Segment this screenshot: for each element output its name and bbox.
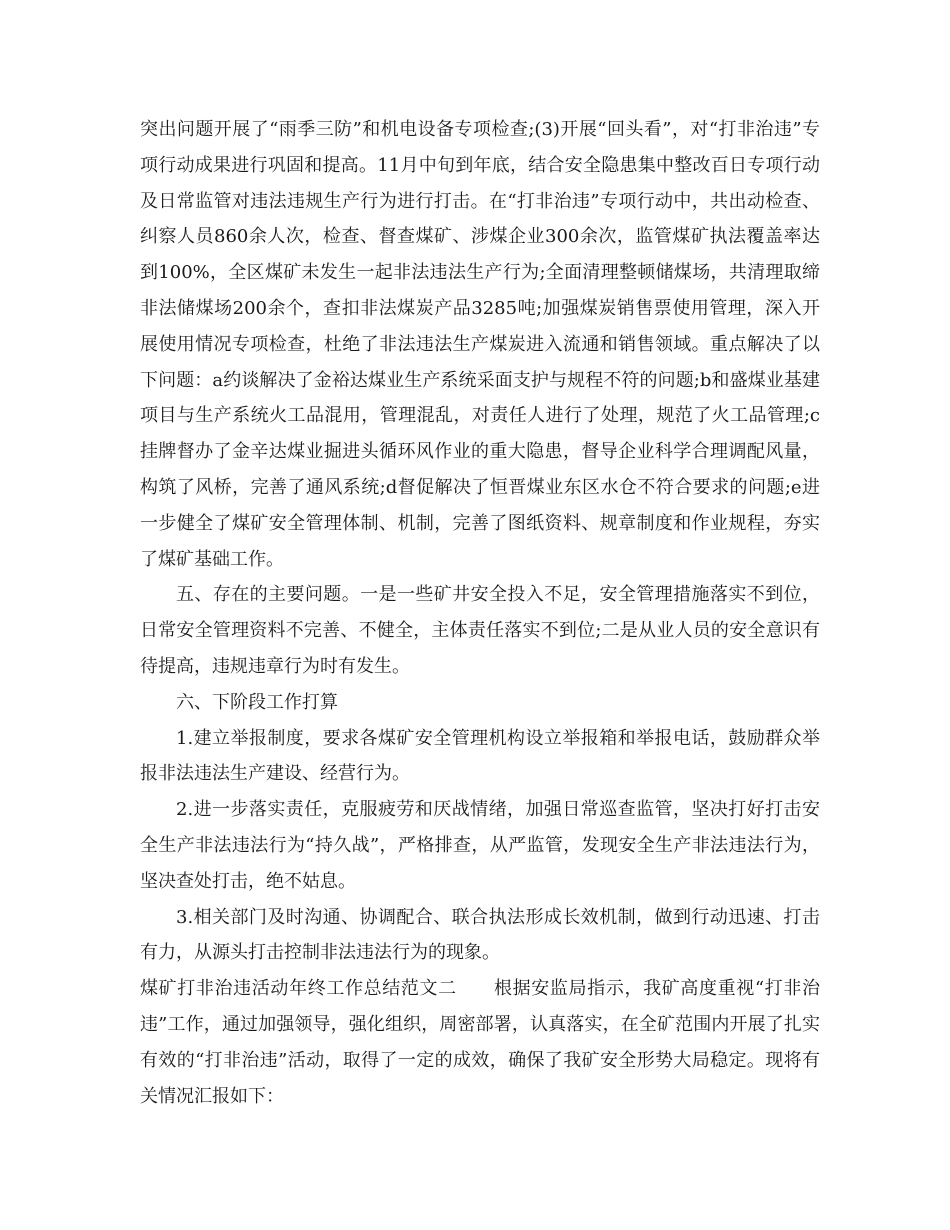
section-heading-6: 六、下阶段工作打算 [176, 691, 338, 713]
paragraph-2: 五、存在的主要问题。一是一些矿井安全投入不足，安全管理措施落实不到位，日常安全管理资料不完善、不健全，主体责任落实不到位;二是从业人员的安全意识有待提高，违规违章行为时有发生。 [140, 584, 820, 677]
paragraph-item-2: 2.进一步落实责任，克服疲劳和厌战情绪，加强日常巡查监管，坚决打好打击安全生产非法违法行为“持久战”，严格排查，从严监管，发现安全生产非法违法行为，坚决查处打击，绝不姑息。 [140, 799, 820, 892]
document-body [140, 112, 820, 1114]
paragraph-item-1: 1.建立举报制度，要求各煤矿安全管理机构设立举报箱和举报电话，鼓励群众举报非法违法生产建设、经营行为。 [140, 727, 820, 785]
paragraph-item-3: 3.相关部门及时沟通、协调配合、联合执法形成长效机制，做到行动迅速、打击有力，从源头打击控制非法违法行为的现象。 [140, 906, 820, 964]
paragraph-1: 突出问题开展了“雨季三防”和机电设备专项检查;(3)开展“回头看”，对“打非治违”专项行动成果进行巩固和提高。11月中旬到年底，结合安全隐患集中整改百日专项行动及日常监管对违法违规生产行为进行打击。在“打非治违”专项行动中，共出动检查、纠察人员860余人次，检查、督查煤矿、涉煤企业300余次，监管煤矿执法覆盖率达到100%，全区煤矿未发生一起非法违法生产行为;全面清理整顿储煤场，共清理取缔非法储煤场200余个，查扣非法煤炭产品3285吨;加强煤炭销售票使用管理，深入开展使用情况专项检查，杜绝了非法违法生产煤炭进入流通和销售领域。重点解决了以下问题：a约谈解决了金裕达煤业生产系统采面支护与规程不符的问题;b和盛煤业基建项目与生产系统火工品混用，管理混乱，对责任人进行了处理，规范了火工品管理;c挂牌督办了金辛达煤业掘进头循环风作业的重大隐患，督导企业科学合理调配风量，构筑了风桥，完善了通风系统;d督促解决了恒晋煤业东区水仓不符合要求的问题;e进一步健全了煤矿安全管理体制、机制，完善了图纸资料、规章制度和作业规程，夯实了煤矿基础工作。 [140, 119, 820, 570]
paragraph-second-article: 煤矿打非治违活动年终工作总结范文二 根据安监局指示，我矿高度重视“打非治违”工作，通过加强领导，强化组织，周密部署，认真落实，在全矿范围内开展了扎实有效的“打非治违”活动，取得了一定的成效，确保了我矿安全形势大局稳定。现将有关情况汇报如下： [140, 978, 820, 1107]
